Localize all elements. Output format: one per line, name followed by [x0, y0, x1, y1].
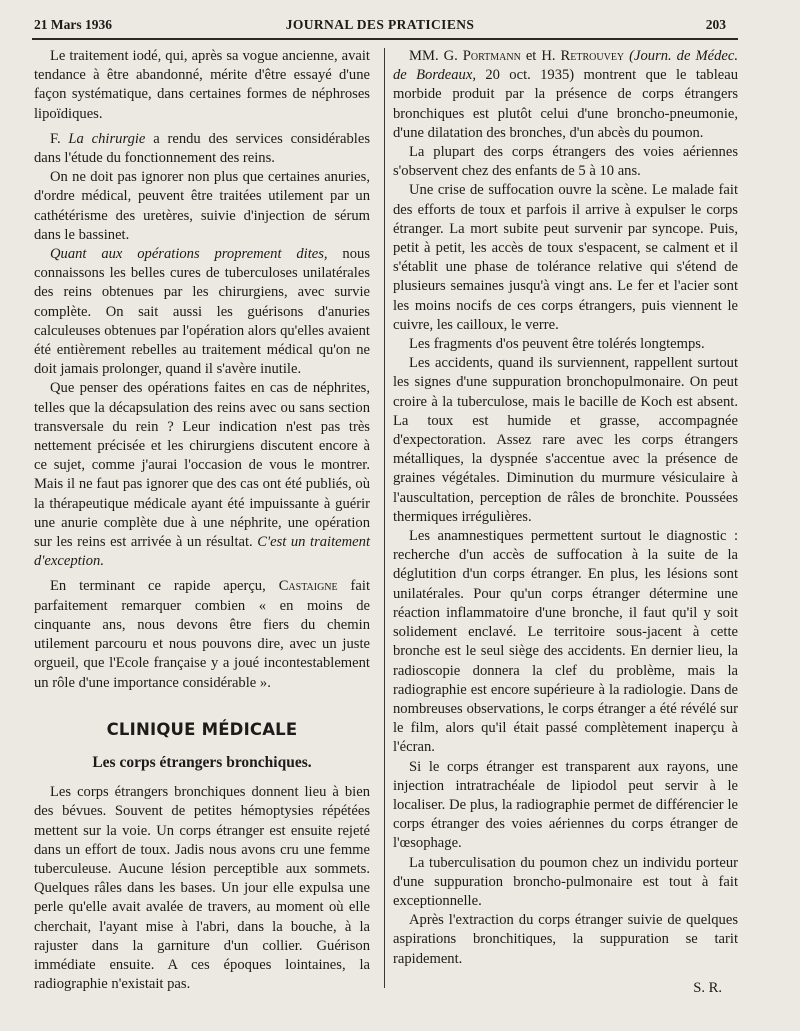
paragraph: La plupart des corps étrangers des voies aériennes s'observent chez des enfants de 5 à 10 ans.	[393, 144, 738, 180]
journal-title: JOURNAL DES PRATICIENS	[285, 17, 475, 32]
paragraph: On ne doit pas ignorer non plus que certaines anuries, d'ordre médical, peuvent être traitées utilement par un cathétérisme des uretères, suivie d'injection de sérum dans le bassinet.	[34, 169, 370, 243]
article-title: Les corps étrangers bronchiques.	[92, 753, 312, 771]
paragraph: Les anamnestiques permettent surtout le diagnostic : recherche d'un accès de suffocation à la suite de la déglutition d'un corps étranger. En plus, les lésions sont unilatérales. Pour qu'un corps étranger détermine une réaction inflammatoire d'une bronche, il faut qu'il y soit solidement enclavé. Le territoire sous-jacent à cette bronche est le seul siège des accidents. En dernier lieu, la radioscopie donnera la clef du problème, mais la radiographie est encore supérieure à la radiologie. Dans de nombreuses observations, le corps étranger a été révélé sur le film, alors qu'il était passé complètement inaperçu à l'écran.	[393, 528, 738, 756]
paragraph: Si le corps étranger est transparent aux rayons, une injection intratrachéale de lipiodol peut servir à le localiser. De plus, la radiographie permet de différencier le corps étranger des voies aériennes du corps étranger de l'œsophage.	[393, 758, 738, 852]
paragraph: Quant aux opérations proprement dites, nous connaissons les belles cures de tuberculoses unilatérales des reins obtenues par les chirurgiens, avec survie complète. On sait aussi les guérisons d'anuries calculeuses obtenues par l'opération alors qu'elles avaient été entièrement rebelles au traitement médical qu'on ne doit jamais prolonger, quand il s'avère inutile.	[34, 246, 370, 378]
page-header	[34, 17, 726, 37]
paragraph: Que penser des opérations faites en cas de néphrites, telles que la décapsulation des reins avec ou sans section transversale du rein ? Leur indication n'est pas très nettement précisée et les chirurgiens discutent encore à ce sujet, comme j'aurai l'occasion de vous le montrer. Mais il ne faut pas ignorer que des cas ont été publiés, où la thérapeutique médicale ayant été impuissante à guérir une anurie complète due à une néphrite, une opération sur les reins est arrivée à un résultat. C'est un traitement d'exception.	[34, 380, 371, 570]
column-divider	[384, 48, 385, 988]
paragraph: Les corps étrangers bronchiques donnent lieu à bien des bévues. Souvent de petites hémoptysies répétées mettent sur la voie. Un corps étranger est ensuite rejeté dans un effort de toux. Jadis nous avons cru une femme tuberculeuse. Aucune lésion perceptible aux sommets. Quelques râles dans les bases. Un jour elle expulsa une perle qu'elle avait avalée de travers, au moment où elle cherchait, l'ayant mise à l'abri, dans la bouche, à la rajuster dans la garniture d'un collier. Guérison immédiate ensuite. A ces époques lointaines, la radiographie n'existait pas.	[34, 784, 370, 993]
right-column	[393, 47, 738, 998]
paragraph: MM. G. Portmann et H. Retrouvey (Journ. de Médec. de Bordeaux, 20 oct. 1935) montrent que le tableau morbide produit par la présence de corps étrangers bronchiques est plutôt celui d'une broncho-pneumonie, d'une dilatation des bronches, d'un abcès du poumon.	[393, 48, 739, 141]
page-number: 203	[705, 17, 726, 32]
paragraph: Une crise de suffocation ouvre la scène. Le malade fait des efforts de toux et parfois il arrive à expulser le corps étranger. La mort subite peut survenir par syncope. Puis, petit à petit, les accès de toux s'espacent, se calment et il s'établit une phase de tolérance relative qui s'étend de plusieurs semaines jusqu'à vingt ans. Le fer et l'acier sont les moins nocifs de ces corps étrangers, puis viennent le cuivre, les cailloux, le verre.	[393, 182, 738, 333]
signature: S. R.	[693, 979, 722, 996]
paragraph: Les fragments d'os peuvent être tolérés longtemps.	[409, 336, 705, 353]
paragraph: Les accidents, quand ils surviennent, rappellent surtout les signes d'une suppuration bronchopulmonaire. On peut croire à la tuberculose, mais le bacille de Koch est absent. La toux est humide et grasse, accompagnée d'expectoration. Assez rare avec les corps étrangers métalliques, la dyspnée s'accentue avec la présence de graines végétales. Diminution du murmure vésiculaire à l'auscultation, perception de râles de bronchite. Poussées thermiques irrégulières.	[393, 355, 738, 525]
left-column	[34, 47, 370, 994]
header-rule	[32, 38, 738, 40]
paragraph: En terminant ce rapide aperçu, Castaigne fait parfaitement remarquer combien « en moins de cinquante ans, nous devons être fiers du chemin utilement parcouru et nous pouvons dire, avec un juste orgueil, que l'Ecole française y a joué incontestablement un rôle d'une importance considérable ».	[34, 578, 370, 691]
section-title: CLINIQUE MÉDICALE	[106, 719, 298, 739]
paragraph: Le traitement iodé, qui, après sa vogue ancienne, avait tendance à être abandonné, mérite d'être essayé d'une façon systématique, dans certaines formes de néphroses lipoïdiques.	[34, 48, 370, 122]
paragraph: Après l'extraction du corps étranger suivie de quelques aspirations bronchitiques, la suppuration se tarit rapidement.	[393, 912, 738, 967]
paragraph: La tuberculisation du poumon chez un individu porteur d'une suppuration broncho-pulmonaire est tout à fait exceptionnelle.	[393, 854, 738, 909]
paragraph: F. La chirurgie a rendu des services considérables dans l'étude du fonctionnement des reins.	[34, 130, 370, 167]
issue-date: 21 Mars 1936	[34, 17, 112, 32]
